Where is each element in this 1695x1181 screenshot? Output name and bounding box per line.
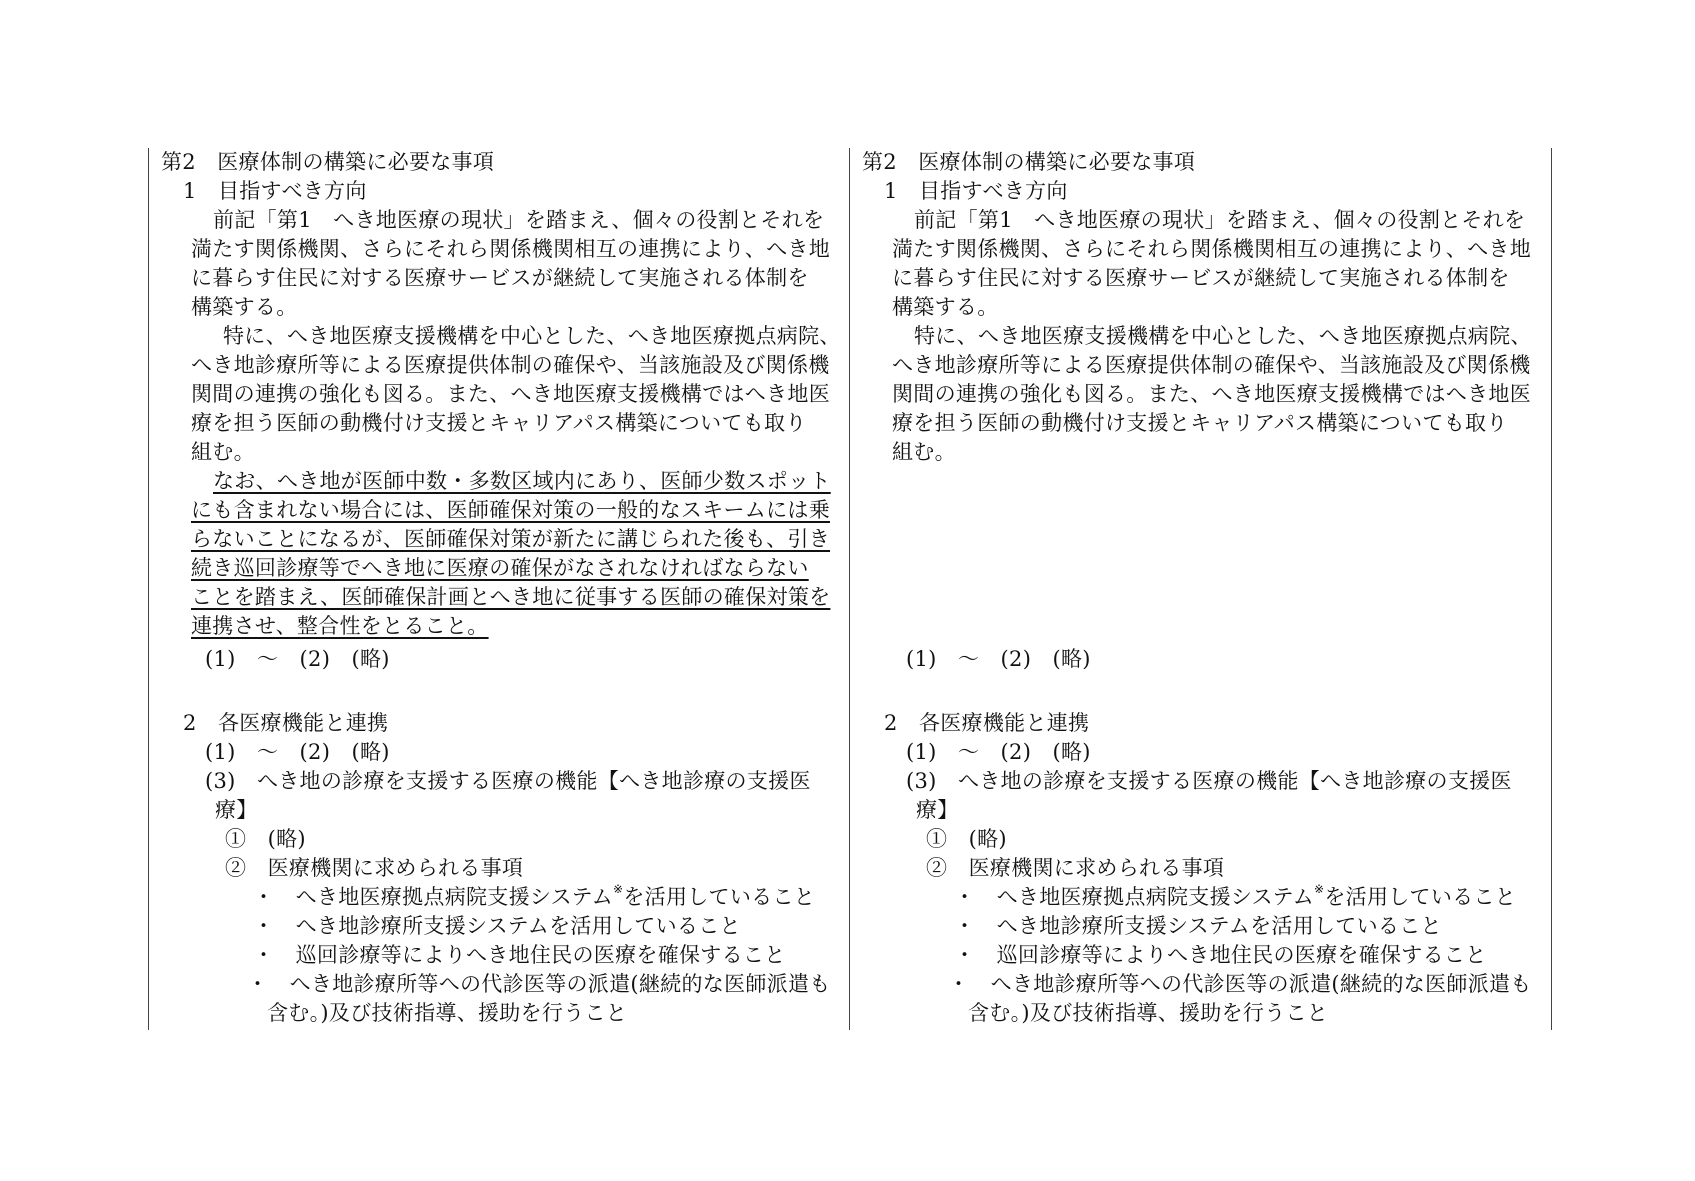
sub-item-1: ① (略) bbox=[225, 827, 306, 851]
omitted-items: (1) ～ (2) (略) bbox=[906, 647, 1091, 671]
paragraph-line: 特に、へき地医療支援機構を中心とした、へき地医療拠点病院、 bbox=[223, 324, 841, 348]
bullet-item: ・ 巡回診療等によりへき地住民の医療を確保すること bbox=[954, 943, 1487, 967]
sub-item-2: ② 医療機関に求められる事項 bbox=[926, 856, 1225, 880]
paragraph-line: 構築する。 bbox=[191, 295, 298, 319]
sub-item-2: ② 医療機関に求められる事項 bbox=[225, 856, 524, 880]
bullet-item: ・ 巡回診療等によりへき地住民の医療を確保すること bbox=[253, 943, 786, 967]
added-text-line: ことを踏まえ、医師確保計画とへき地に従事する医師の確保対策を bbox=[191, 585, 831, 609]
current-text-column bbox=[850, 148, 1552, 1030]
chapter-heading: 第2 医療体制の構築に必要な事項 bbox=[161, 150, 495, 174]
bullet-item: ・ へき地診療所支援システムを活用していること bbox=[253, 914, 741, 938]
paragraph-line: に暮らす住民に対する医療サービスが継続して実施される体制を bbox=[892, 266, 1510, 290]
paragraph-line: 組む。 bbox=[191, 440, 255, 464]
added-text-line: にも含まれない場合には、医師確保対策の一般的なスキームには乗 bbox=[191, 498, 830, 522]
paragraph-line: 前記「第1 へき地医療の現状」を踏まえ、個々の役割とそれを bbox=[914, 208, 1526, 232]
item-3-line: 療】 bbox=[215, 798, 258, 822]
paragraph-line: に暮らす住民に対する医療サービスが継続して実施される体制を bbox=[191, 266, 809, 290]
sub-item-1: ① (略) bbox=[926, 827, 1007, 851]
section-1-title: 1 目指すべき方向 bbox=[183, 179, 367, 203]
paragraph-line: 構築する。 bbox=[892, 295, 999, 319]
paragraph-line: 特に、へき地医療支援機構を中心とした、へき地医療拠点病院、 bbox=[914, 324, 1532, 348]
item-3-line: (3) へき地の診療を支援する医療の機能【へき地診療の支援医 bbox=[906, 769, 1512, 793]
omitted-items: (1) ～ (2) (略) bbox=[906, 740, 1091, 764]
item-3-line: 療】 bbox=[916, 798, 959, 822]
paragraph-line: 前記「第1 へき地医療の現状」を踏まえ、個々の役割とそれを bbox=[213, 208, 825, 232]
bullet-item: ・ へき地診療所支援システムを活用していること bbox=[954, 914, 1442, 938]
bullet-item: ・ へき地医療拠点病院支援システム※を活用していること bbox=[253, 882, 816, 909]
section-1-title: 1 目指すべき方向 bbox=[884, 179, 1068, 203]
bullet-item-continuation: 含む。)及び技術指導、援助を行うこと bbox=[968, 1001, 1329, 1025]
bullet-item: ・ へき地医療拠点病院支援システム※を活用していること bbox=[954, 882, 1517, 909]
added-text-line: 連携させ、整合性をとること。 bbox=[191, 614, 489, 638]
omitted-items: (1) ～ (2) (略) bbox=[205, 740, 390, 764]
item-3-line: (3) へき地の診療を支援する医療の機能【へき地診療の支援医 bbox=[205, 769, 811, 793]
paragraph-line: 関間の連携の強化も図る。また、へき地医療支援機構ではへき地医 bbox=[892, 382, 1531, 406]
paragraph-line: 満たす関係機関、さらにそれら関係機関相互の連携により、へき地 bbox=[191, 237, 830, 261]
added-text-line: なお、へき地が医師中数・多数区域内にあり、医師少数スポット bbox=[213, 469, 831, 493]
paragraph-line: 療を担う医師の動機付け支援とキャリアパス構築についても取り bbox=[892, 411, 1508, 435]
omitted-items: (1) ～ (2) (略) bbox=[205, 647, 390, 671]
bullet-item: ・ へき地診療所等への代診医等の派遣(継続的な医師派遣も bbox=[948, 972, 1532, 996]
paragraph-line: 満たす関係機関、さらにそれら関係機関相互の連携により、へき地 bbox=[892, 237, 1531, 261]
revised-text-column bbox=[148, 148, 850, 1030]
section-2-title: 2 各医療機能と連携 bbox=[183, 711, 389, 735]
added-text-line: 続き巡回診療等でへき地に医療の確保がなされなければならない bbox=[191, 556, 809, 580]
bullet-item-continuation: 含む。)及び技術指導、援助を行うこと bbox=[267, 1001, 628, 1025]
bullet-item: ・ へき地診療所等への代診医等の派遣(継続的な医師派遣も bbox=[247, 972, 831, 996]
paragraph-line: へき地診療所等による医療提供体制の確保や、当該施設及び関係機 bbox=[892, 353, 1531, 377]
paragraph-line: 組む。 bbox=[892, 440, 956, 464]
paragraph-line: へき地診療所等による医療提供体制の確保や、当該施設及び関係機 bbox=[191, 353, 830, 377]
added-text-line: らないことになるが、医師確保対策が新たに講じられた後も、引き bbox=[191, 527, 830, 551]
paragraph-line: 療を担う医師の動機付け支援とキャリアパス構築についても取り bbox=[191, 411, 807, 435]
section-2-title: 2 各医療機能と連携 bbox=[884, 711, 1090, 735]
chapter-heading: 第2 医療体制の構築に必要な事項 bbox=[862, 150, 1196, 174]
paragraph-line: 関間の連携の強化も図る。また、へき地医療支援機構ではへき地医 bbox=[191, 382, 830, 406]
